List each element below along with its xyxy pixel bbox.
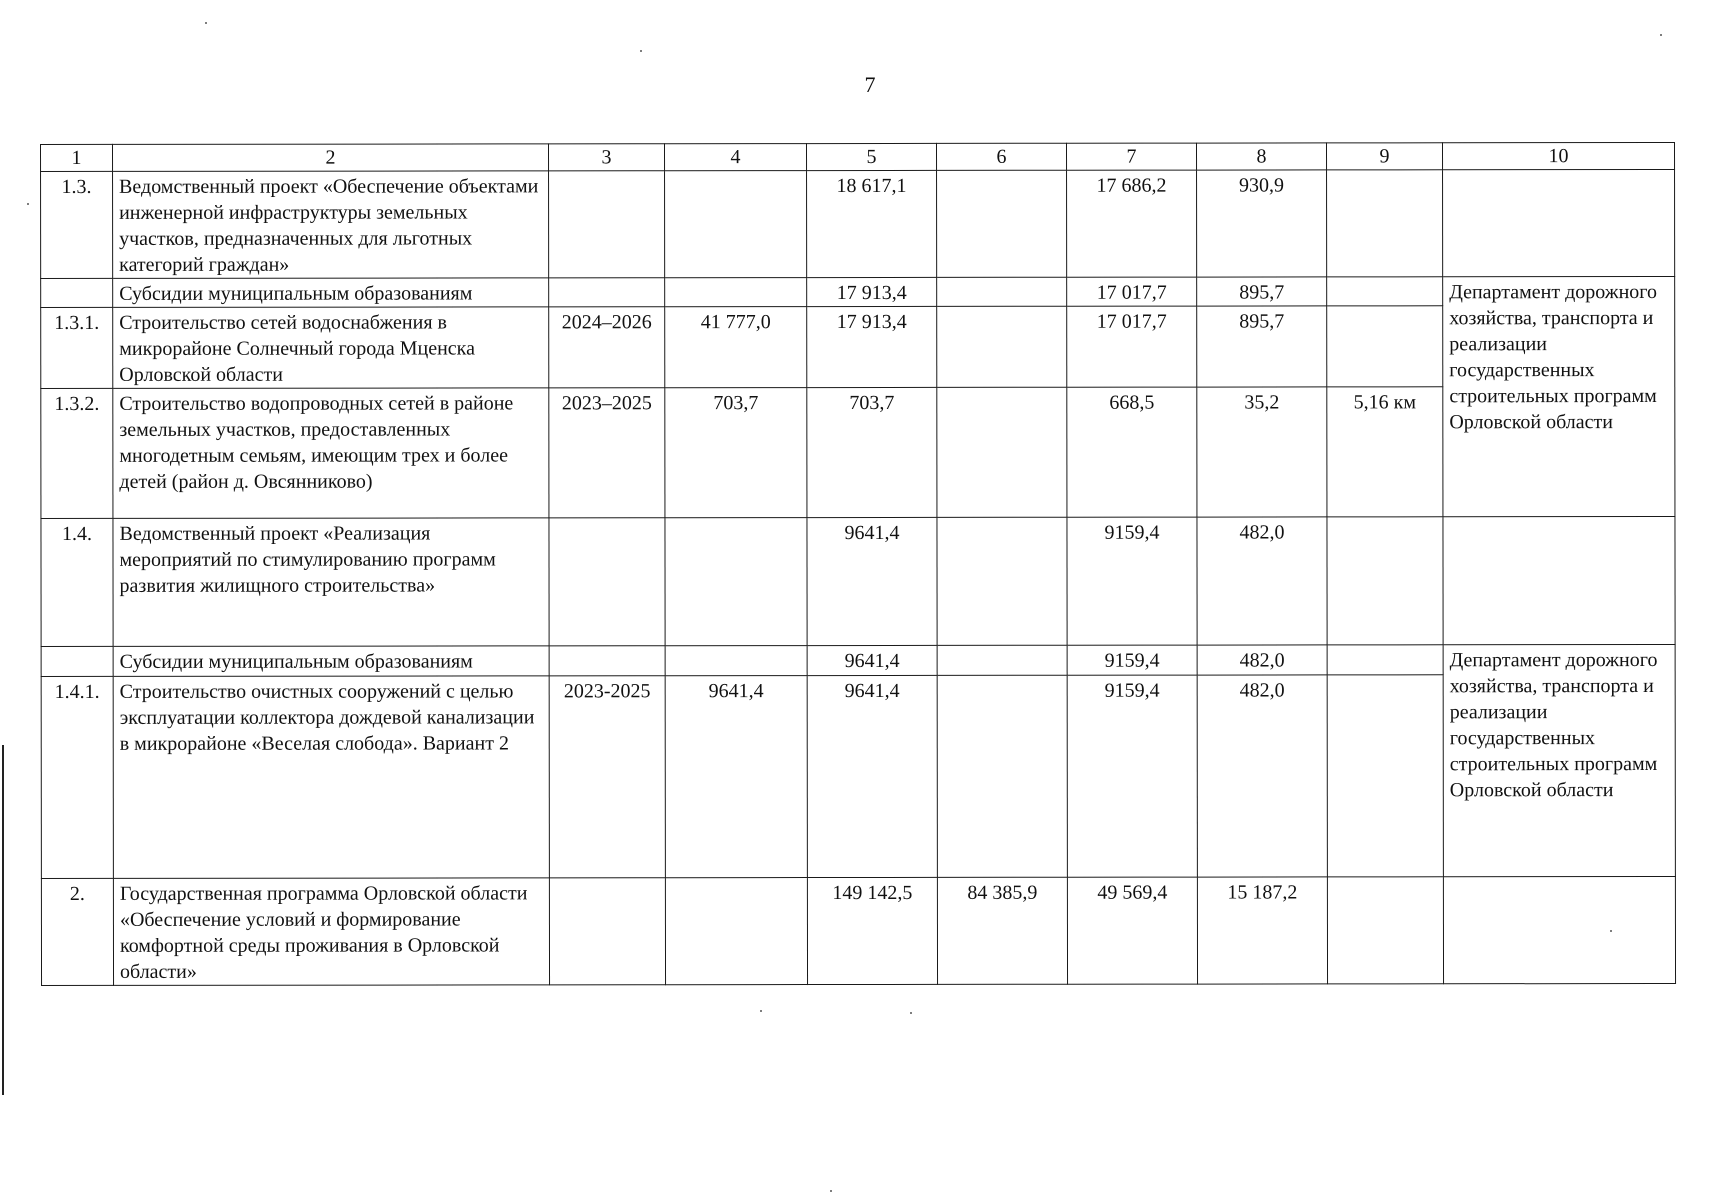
row-id: 2. bbox=[41, 878, 113, 985]
row-federal bbox=[937, 277, 1067, 306]
header-cell: 7 bbox=[1066, 143, 1196, 170]
row-federal bbox=[937, 170, 1067, 277]
scan-artifact-line bbox=[2, 745, 4, 1095]
row-total: 9641,4 bbox=[807, 645, 937, 675]
table-row bbox=[41, 675, 1675, 879]
row-regional: 668,5 bbox=[1067, 387, 1197, 517]
row-name: Ведомственный проект «Реализация мероприятий по стимулированию программ развития жилищного строительства» bbox=[113, 518, 549, 647]
row-regional: 9159,4 bbox=[1067, 517, 1197, 645]
row-total: 17 913,4 bbox=[807, 306, 937, 387]
row-federal bbox=[937, 517, 1067, 645]
row-cost bbox=[665, 518, 807, 646]
row-result bbox=[1327, 517, 1443, 645]
scan-speck bbox=[1660, 34, 1662, 36]
row-total: 9641,4 bbox=[807, 675, 937, 877]
row-name: Ведомственный проект «Обеспечение объектами инженерной инфраструктуры земельных участков, предназначенных для льготных категорий граждан» bbox=[113, 171, 549, 279]
scan-speck bbox=[640, 50, 642, 52]
row-cost: 41 777,0 bbox=[665, 307, 807, 388]
row-name: Строительство очистных сооружений с целью эксплуатации коллектора дождевой канализации в микрорайоне «Веселая слобода». Вариант 2 bbox=[113, 676, 549, 879]
scan-speck bbox=[830, 1190, 832, 1192]
row-name: Субсидии муниципальным образованиям bbox=[113, 278, 549, 308]
table-row bbox=[41, 645, 1675, 677]
program-table bbox=[40, 142, 1676, 986]
row-result: 5,16 км bbox=[1327, 387, 1443, 517]
header-cell: 10 bbox=[1442, 143, 1674, 170]
row-executor: Департамент дорожного хозяйства, транспорта и реализации государственных строительных программ Орловской области bbox=[1443, 277, 1675, 517]
scan-speck bbox=[910, 1012, 912, 1014]
table-row bbox=[41, 877, 1675, 986]
row-result bbox=[1327, 645, 1443, 675]
row-period bbox=[549, 646, 665, 676]
row-total: 9641,4 bbox=[807, 517, 937, 645]
row-period bbox=[549, 278, 665, 307]
scan-speck bbox=[760, 1010, 762, 1012]
row-municipal: 35,2 bbox=[1197, 387, 1327, 517]
row-cost: 703,7 bbox=[665, 388, 807, 518]
program-table-container bbox=[40, 142, 1676, 986]
scan-speck bbox=[1610, 930, 1612, 932]
row-id: 1.4. bbox=[41, 518, 113, 646]
row-cost bbox=[665, 278, 807, 307]
row-period bbox=[549, 171, 665, 278]
row-federal bbox=[937, 306, 1067, 387]
row-regional: 49 569,4 bbox=[1067, 877, 1197, 984]
row-federal bbox=[937, 387, 1067, 517]
row-regional: 17 017,7 bbox=[1067, 277, 1197, 306]
row-id: 1.3.2. bbox=[41, 388, 113, 518]
row-name: Строительство водопроводных сетей в районе земельных участков, предоставленных многодетным семьям, имеющим трех и более детей (район д. Овсянниково) bbox=[113, 388, 549, 519]
row-total: 18 617,1 bbox=[807, 170, 937, 277]
row-id: 1.4.1. bbox=[41, 676, 113, 878]
header-cell: 3 bbox=[549, 144, 665, 171]
row-cost bbox=[665, 646, 807, 676]
row-total: 703,7 bbox=[807, 387, 937, 517]
header-cell: 8 bbox=[1196, 143, 1326, 170]
header-cell: 4 bbox=[665, 144, 807, 171]
row-cost bbox=[665, 171, 807, 278]
row-executor bbox=[1443, 517, 1675, 645]
row-municipal: 15 187,2 bbox=[1197, 877, 1327, 984]
row-regional: 17 686,2 bbox=[1067, 170, 1197, 277]
table-row bbox=[41, 387, 1675, 519]
row-municipal: 930,9 bbox=[1197, 170, 1327, 277]
row-municipal: 895,7 bbox=[1197, 277, 1327, 306]
row-id: 1.3.1. bbox=[41, 307, 113, 388]
scan-speck bbox=[205, 22, 207, 24]
row-result bbox=[1327, 170, 1443, 277]
row-regional: 9159,4 bbox=[1067, 675, 1197, 877]
row-federal bbox=[937, 675, 1067, 877]
row-total: 149 142,5 bbox=[807, 877, 937, 984]
row-municipal: 482,0 bbox=[1197, 675, 1327, 877]
scan-speck bbox=[27, 203, 29, 205]
row-name: Строительство сетей водоснабжения в микрорайоне Солнечный города Мценска Орловской области bbox=[113, 307, 549, 389]
row-regional: 17 017,7 bbox=[1067, 306, 1197, 387]
row-executor bbox=[1443, 877, 1675, 984]
row-cost bbox=[665, 878, 807, 985]
table-row bbox=[41, 517, 1675, 647]
row-result bbox=[1327, 675, 1443, 877]
row-executor bbox=[1443, 170, 1675, 277]
row-period bbox=[549, 518, 665, 646]
row-result bbox=[1327, 306, 1443, 387]
row-total: 17 913,4 bbox=[807, 277, 937, 306]
row-period: 2023–2025 bbox=[549, 388, 665, 518]
row-municipal: 482,0 bbox=[1197, 645, 1327, 675]
row-regional: 9159,4 bbox=[1067, 645, 1197, 675]
header-cell: 1 bbox=[41, 144, 113, 171]
page-number: 7 bbox=[864, 72, 876, 97]
table-row bbox=[41, 170, 1675, 279]
row-id bbox=[41, 646, 113, 676]
row-cost: 9641,4 bbox=[665, 676, 807, 878]
table-row bbox=[41, 277, 1675, 308]
header-cell: 6 bbox=[936, 143, 1066, 170]
table-row bbox=[41, 306, 1675, 389]
row-municipal: 895,7 bbox=[1197, 306, 1327, 387]
row-municipal: 482,0 bbox=[1197, 517, 1327, 645]
header-cell: 5 bbox=[807, 143, 937, 170]
header-cell: 2 bbox=[113, 144, 549, 172]
row-executor: Департамент дорожного хозяйства, транспорта и реализации государственных строительных программ Орловской области bbox=[1443, 645, 1675, 877]
row-result bbox=[1327, 277, 1443, 306]
header-cell: 9 bbox=[1326, 143, 1442, 170]
table-header-row bbox=[41, 143, 1675, 172]
row-period bbox=[549, 878, 665, 985]
row-result bbox=[1327, 877, 1443, 984]
row-id bbox=[41, 278, 113, 307]
row-federal bbox=[937, 645, 1067, 675]
row-name: Субсидии муниципальным образованиям bbox=[113, 646, 549, 677]
row-id: 1.3. bbox=[41, 171, 113, 278]
row-period: 2024–2026 bbox=[549, 307, 665, 388]
row-name: Государственная программа Орловской области «Обеспечение условий и формирование комфортной среды проживания в Орловской области» bbox=[113, 878, 549, 986]
row-period: 2023-2025 bbox=[549, 676, 665, 878]
row-federal: 84 385,9 bbox=[937, 877, 1067, 984]
